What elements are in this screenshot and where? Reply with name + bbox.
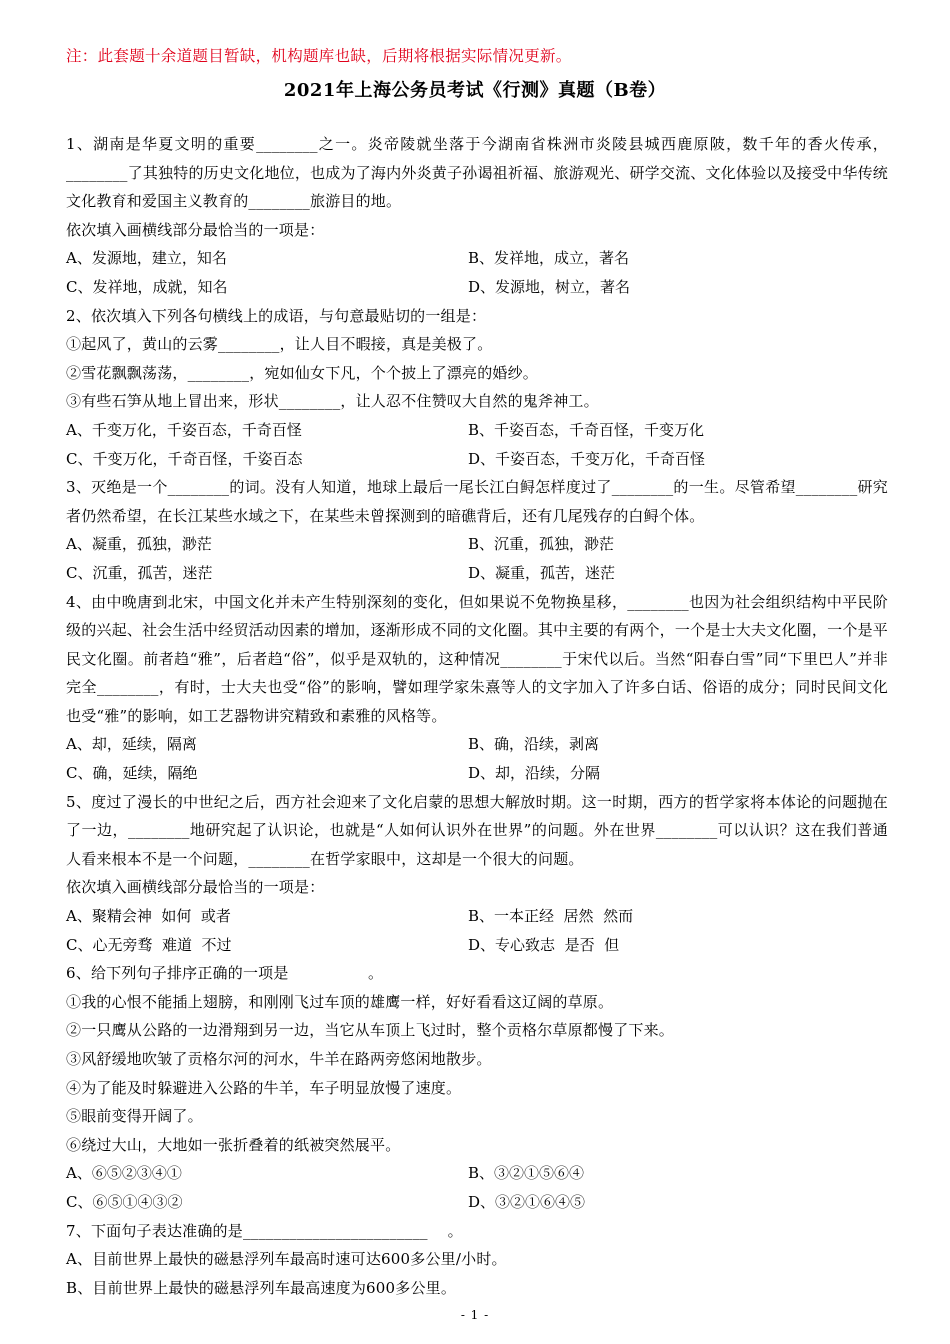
q2-stem: 2、依次填入下列各句横线上的成语，与句意最贴切的一组是：	[66, 306, 487, 325]
q3-option-b: B、沉重，孤独，渺茫	[468, 535, 615, 554]
q2-options-row-2	[66, 445, 888, 474]
q2-option-c: C、千变万化，千奇百怪，千姿百态	[66, 449, 303, 468]
q6-sentence-2: ②一只鹰从公路的一边滑翔到另一边，当它从车顶上飞过时，整个贡格尔草原都慢了下来。	[66, 1021, 675, 1040]
question-content	[66, 130, 888, 1302]
q2-sentence-2: ②雪花飘飘荡荡，________，宛如仙女下凡，个个披上了漂亮的婚纱。	[66, 363, 539, 382]
q1-options-row-2	[66, 273, 888, 302]
q4-options-row-2	[66, 759, 888, 788]
q6-sentence-3: ③风舒缓地吹皱了贡格尔河的河水，牛羊在路两旁悠闲地散步。	[66, 1050, 492, 1068]
q5-option-b: B、一本正经 居然 然而	[468, 907, 634, 926]
q6-stem: 6、给下列句子排序正确的一项是 。	[66, 964, 384, 983]
q6-option-b: B、③②①⑤⑥④	[468, 1164, 585, 1183]
q4-stem: 4、由中晚唐到北宋，中国文化并未产生特别深刻的变化，但如果说不免物换星移，________也因为社会组织结构中平民阶级的兴起、社会生活中经贸活动因素的增加，逐渐形成不同的文化圈。其中主要的有两个，一个是士大夫文化圈，一个是平民文化圈。前者趋“雅”，后者趋“俗”，似乎是双轨的，这种情况________于宋代以后。当然“阳春白雪”同“下里巴人”并非完全________，有时，士大夫也受“俗”的影响，譬如理学家朱熹等人的文字加入了许多白话、俗语的成分；同时民间文化也受“雅”的影响，如工艺器物讲究精致和素雅的风格等。	[66, 592, 888, 725]
q3-stem: 3、灭绝是一个________的词。没有人知道，地球上最后一尾长江白鲟怎样度过了________的一生。尽管希望________研究者仍然希望，在长江某些水域之下，在某些未曾探测到的暗礁背后，还有几尾残存的白鲟个体。	[66, 478, 888, 525]
page-number: - 1 -	[460, 1308, 490, 1322]
q2-sentence-1: ①起风了，黄山的云雾________，让人目不暇接，真是美极了。	[66, 335, 493, 354]
q7-stem: 7、下面句子表达准确的是________________________ 。	[66, 1221, 463, 1240]
page-title: 2021年上海公务员考试《行测》真题（B卷）	[283, 80, 667, 101]
q4-option-d: D、却，沿续，分隔	[468, 764, 601, 783]
q4-option-b: B、确，沿续，剥离	[468, 735, 600, 754]
q5-options-row-2	[66, 931, 888, 960]
q4-option-a: A、却，延续，隔离	[66, 735, 197, 754]
q5-stem: 5、度过了漫长的中世纪之后，西方社会迎来了文化启蒙的思想大解放时期。这一时期，西方的哲学家将本体论的问题抛在了一边，________地研究起了认识论，也就是“人如何认识外在世界”的问题。外在世界________可以认识？这在我们普通人看来根本不是一个问题，________在哲学家眼中，这却是一个很大的问题。	[66, 792, 888, 868]
q4-option-c: C、确，延续，隔绝	[66, 764, 198, 783]
q1-option-d: D、发源地，树立，著名	[468, 277, 631, 296]
q5-option-c: C、心无旁骛 难道 不过	[66, 935, 232, 954]
q3-options-row-2	[66, 559, 888, 588]
q6-option-d: D、③②①⑥④⑤	[468, 1192, 586, 1211]
q3-options-row-1	[66, 530, 888, 559]
q1-stem: 1、湖南是华夏文明的重要________之一。炎帝陵就坐落于今湖南省株洲市炎陵县城西鹿原陂，数千年的香火传承，________了其独特的历史文化地位，也成为了海内外炎黄子孙谒祖祈福、旅游观光、研学交流、文化体验以及接受中华传统文化教育和爱国主义教育的________旅游目的地。	[66, 135, 888, 211]
q1-option-a: A、发源地，建立，知名	[66, 249, 227, 268]
q6-sentence-5: ⑤眼前变得开阔了。	[66, 1107, 203, 1126]
q6-option-a: A、⑥⑤②③④①	[66, 1164, 182, 1183]
q3-option-d: D、凝重，孤苦，迷茫	[468, 563, 616, 582]
q6-options-row-1	[66, 1159, 888, 1188]
q1-options-row-1	[66, 244, 888, 273]
q6-sentence-4: ④为了能及时躲避进入公路的牛羊，车子明显放慢了速度。	[66, 1078, 462, 1097]
q5-option-d: D、专心致志 是否 但	[468, 935, 620, 954]
q5-options-row-1	[66, 902, 888, 931]
q2-option-a: A、千变万化，千姿百态，千奇百怪	[66, 420, 302, 439]
q6-sentence-6: ⑥绕过大山，大地如一张折叠着的纸被突然展平。	[66, 1135, 401, 1154]
update-note: 注：此套题十余道题目暂缺，机构题库也缺，后期将根据实际情况更新。	[66, 47, 572, 65]
q6-options-row-2	[66, 1188, 888, 1217]
q6-sentence-1: ①我的心恨不能插上翅膀，和刚刚飞过车顶的雄鹰一样，好好看看这辽阔的草原。	[66, 992, 614, 1011]
q1-option-c: C、发祥地，成就，知名	[66, 277, 228, 296]
q6-option-c: C、⑥⑤①④③②	[66, 1192, 183, 1211]
q1-option-b: B、发祥地，成立，著名	[468, 249, 630, 268]
q2-options-row-1	[66, 416, 888, 445]
q1-prompt: 依次填入画横线部分最恰当的一项是：	[66, 220, 325, 239]
q2-sentence-3: ③有些石笋从地上冒出来，形状________，让人忍不住赞叹大自然的鬼斧神工。	[66, 392, 599, 411]
q3-option-a: A、凝重，孤独，渺茫	[66, 535, 212, 554]
q5-option-a: A、聚精会神 如何 或者	[66, 907, 231, 926]
q4-options-row-1	[66, 730, 888, 759]
q2-option-d: D、千姿百态，千变万化，千奇百怪	[468, 449, 706, 468]
q7-option-a: A、目前世界上最快的磁悬浮列车最高时速可达600多公里/小时。	[66, 1250, 507, 1269]
q3-option-c: C、沉重，孤苦，迷茫	[66, 563, 213, 582]
q2-option-b: B、千姿百态，千奇百怪，千变万化	[468, 420, 705, 439]
q5-prompt: 依次填入画横线部分最恰当的一项是：	[66, 878, 325, 897]
q7-option-b: B、目前世界上最快的磁悬浮列车最高速度为600多公里。	[66, 1278, 457, 1297]
